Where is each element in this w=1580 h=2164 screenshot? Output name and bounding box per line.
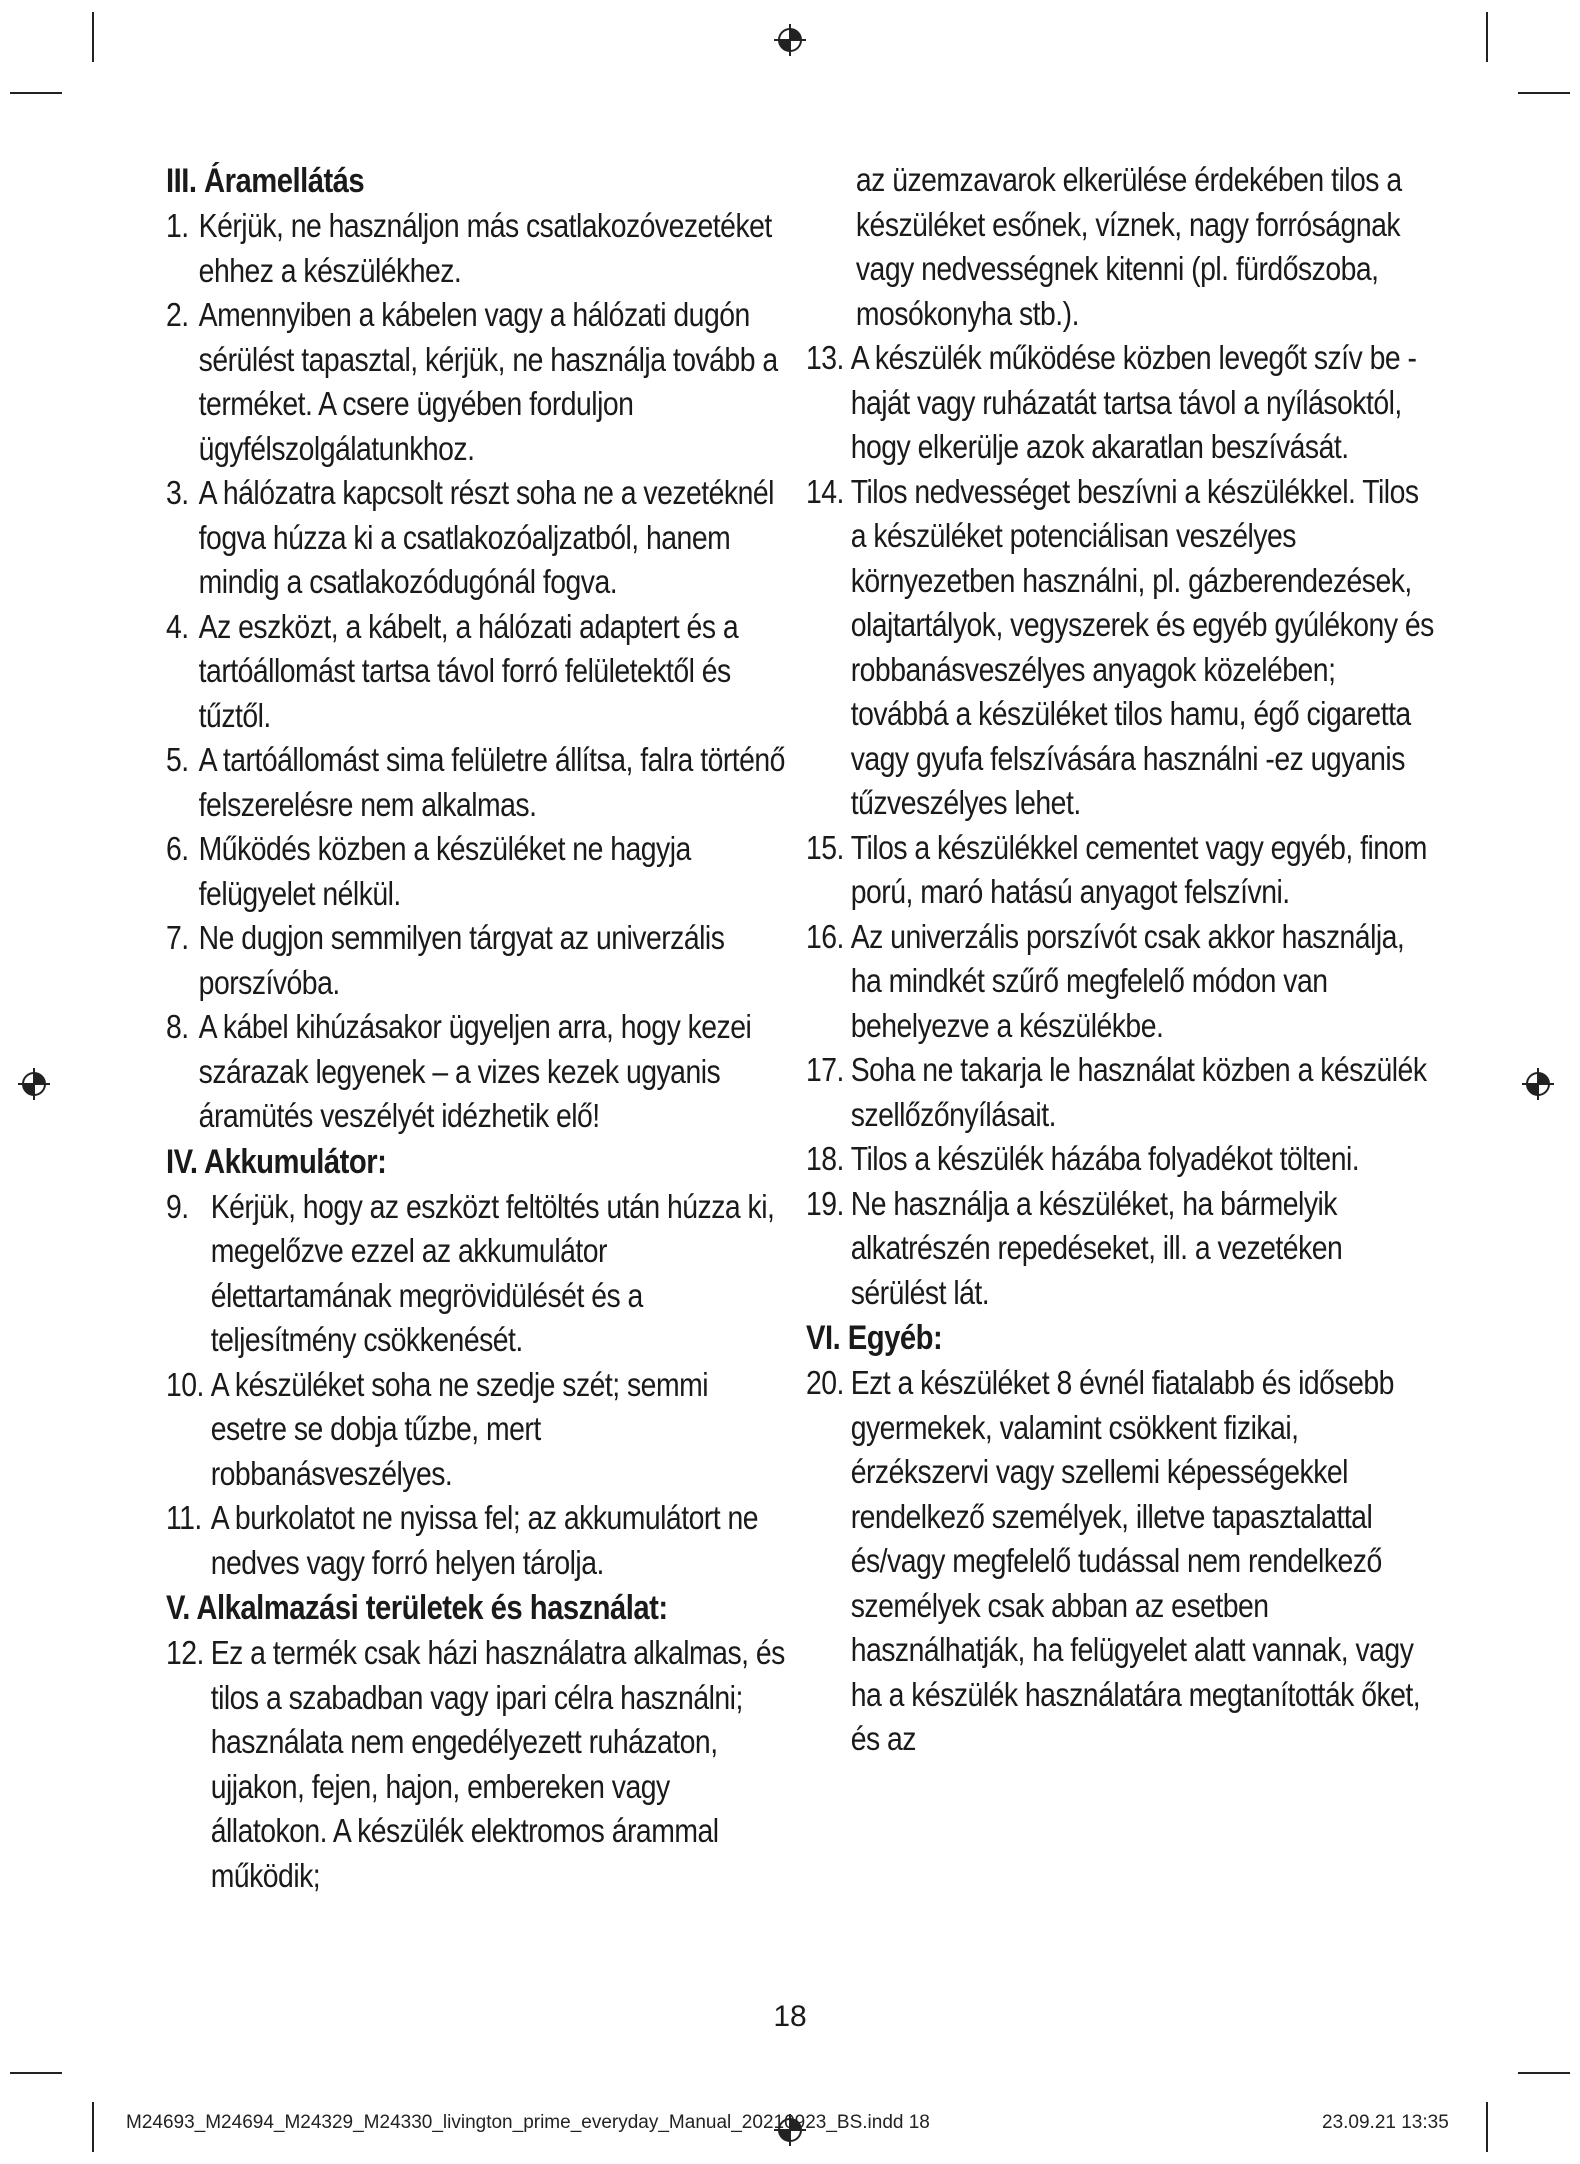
list-item: 15. Tilos a készülékkel cementet vagy egyéb, finom porú, maró hatású anyagot felszívni. [806,828,1427,910]
list-item: 16. Az univerzális porszívót csak akkor használja, ha mindkét szűrő megfelelő módon van behelyezve a készülékbe. [806,917,1405,1044]
list-item: 6. Működés közben a készüléket ne hagyja felügyelet nélkül. [166,830,691,912]
list-item: 8. A kábel kihúzásakor ügyeljen arra, hogy kezei szárazak legyenek – a vizes kezek ugyanis áramütés veszélyét idézhetik elő! [166,1008,752,1134]
left-column [166,158,785,1898]
section-heading: VI. Egyéb: [806,1319,943,1357]
crop-mark [1486,2102,1488,2152]
crop-mark [10,92,62,94]
registration-mark-icon [16,1066,52,1102]
registration-mark-icon [1520,1066,1556,1102]
section-heading: IV. Akkumulátor: [166,1142,387,1181]
list-item: 4. Az eszközt, a kábelt, a hálózati adaptert és a tartóállomást tartsa távol forró felületektől és tűztől. [166,607,739,734]
footer-timestamp: 23.09.21 13:35 [1322,2112,1449,2133]
list-item: 7. Ne dugjon semmilyen tárgyat az univerzális porszívóba. [166,919,725,1001]
crop-mark [1518,2072,1570,2074]
list-item: 13. A készülék működése közben levegőt szív be -haját vagy ruházatát tartsa távol a nyílásoktól, hogy elkerülje azok akaratlan beszívását. [806,339,1417,465]
registration-mark-icon [772,22,808,58]
list-item: 5. A tartóállomást sima felületre állítsa, falra történő felszerelésre nem alkalmas. [166,741,785,823]
list-item: 1. Kérjük, ne használjon más csatlakozóvezetéket ehhez a készülékhez. [166,207,772,289]
crop-mark [1486,12,1488,62]
footer-filename: M24693_M24694_M24329_M24330_livington_prime_everyday_Manual_20210923_BS.indd 18 [126,2112,930,2133]
list-item: 11. A burkolatot ne nyissa fel; az akkumulátort ne nedves vagy forró helyen tárolja. [166,1499,759,1581]
crop-mark [92,2102,94,2152]
list-item: 12. Ez a termék csak házi használatra alkalmas, és tilos a szabadban vagy ipari célra használni; használata nem engedélyezett ruházaton, ujjakon, fejen, hajon, embereken vagy állatokon. A készülék elektromos árammal működik; [166,1634,785,1894]
continuation-text: az üzemzavarok elkerülése érdekében tilos a készüléket esőnek, víznek, nagy forróságnak vagy nedvességnek kitenni (pl. fürdőszoba, mosókonyha stb.). [855,161,1402,332]
right-column [806,158,1434,1762]
list-item: 20. Ezt a készüléket 8 évnél fiatalabb és idősebb gyermekek, valamint csökkent fizikai, érzékszervi vagy szellemi képességekkel rendelkező személyek, illetve tapasztalattal és/vagy megfelelő tudással nem rendelkező személyek csak abban az esetben használhatják, ha felügyelet alatt vannak, vagy ha a készülék használatára megtanították őket, és az [806,1364,1421,1757]
section-heading: III. Áramellátás [166,162,365,200]
section-heading: V. Alkalmazási területek és használat: [166,1589,668,1627]
list-item: 19. Ne használja a készüléket, ha bármelyik alkatrészén repedéseket, ill. a vezetéken sérülést lát. [806,1184,1343,1311]
list-item: 2. Amennyiben a kábelen vagy a hálózati dugón sérülést tapasztal, kérjük, ne használja tovább a terméket. A csere ügyében forduljon ügyfélszolgálatunkhoz. [166,296,778,467]
list-item: 18. Tilos a készülék házába folyadékot tölteni. [806,1140,1360,1177]
list-item: 3. A hálózatra kapcsolt részt soha ne a vezetéknél fogva húzza ki a csatlakozóaljzatból, hanem mindig a csatlakozódugónál fogva. [166,474,774,600]
crop-mark [92,12,94,62]
page-number: 18 [773,2000,807,2033]
list-item: 14. Tilos nedvességet beszívni a készülékkel. Tilos a készüléket potenciálisan veszélyes környezetben használni, pl. gázberendezések, olajtartályok, vegyszerek és egyéb gyúlékony és robbanásveszélyes anyagok közelében; továbbá a készüléket tilos hamu, égő cigaretta vagy gyufa felszívására használni -ez ugyanis tűzveszélyes lehet. [806,472,1434,821]
list-item: 9. Kérjük, hogy az eszközt feltöltés után húzza ki, megelőzve ezzel az akkumulátor élettartamának megrövidülését és a teljesítmény csökkenését. [166,1187,775,1358]
crop-mark [1518,92,1570,94]
list-item: 17. Soha ne takarja le használat közben a készülék szellőzőnyílásait. [806,1051,1427,1133]
crop-mark [10,2072,62,2074]
list-item: 10. A készüléket soha ne szedje szét; semmi esetre se dobja tűzbe, mert robbanásveszélyes. [166,1365,709,1492]
